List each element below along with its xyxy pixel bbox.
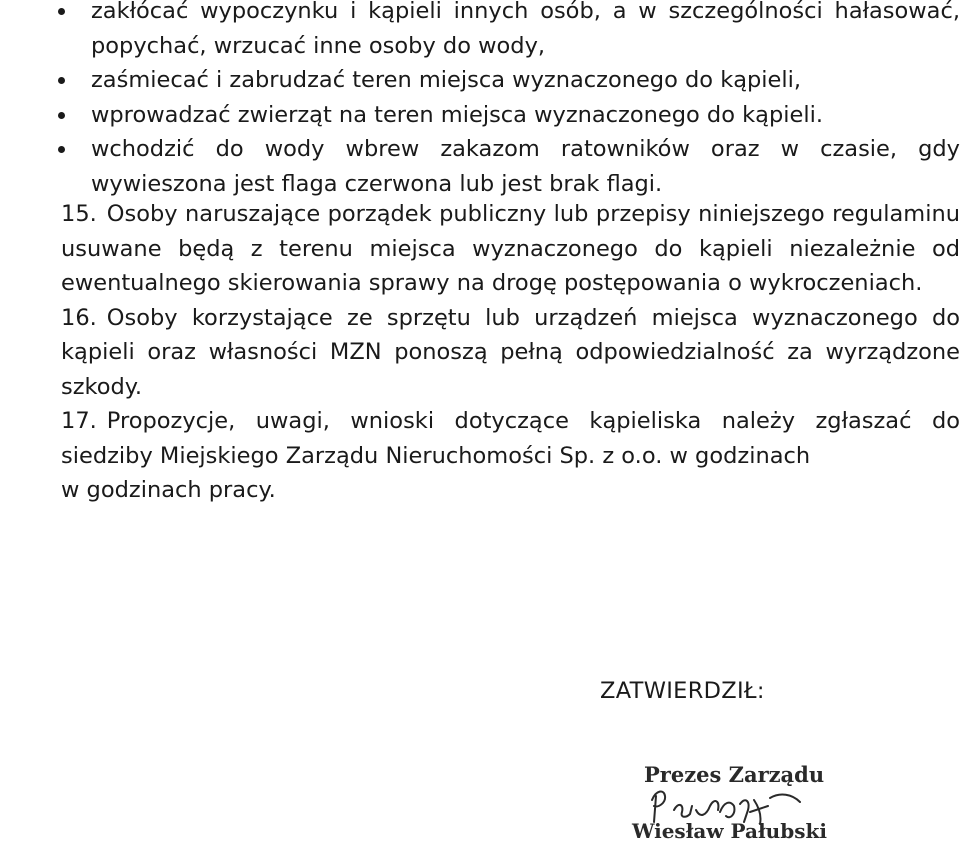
list-item-text: zakłócać wypoczynku i kąpieli innych osób, a w szczególności hałasować, popychać, wrzucać inne osoby do wody, — [91, 0, 960, 59]
stamp-title: Prezes Zarządu — [644, 762, 825, 787]
list-item — [58, 98, 960, 133]
point-number: 16. — [61, 304, 97, 331]
point-text: Osoby naruszające porządek publiczny lub przepisy niniejszego regulaminu usuwane będą z terenu miejsca wyznaczonego do kąpieli niezależnie od ewentualnego skierowania sprawy na drogę postępowania o wykroczeniach. — [61, 201, 960, 296]
bullet-icon — [58, 112, 65, 119]
point-text: Propozycje, uwagi, wnioski dotyczące kąpieliska należy zgłaszać do siedziby Miejskiego Zarządu Nieruchomości Sp. z o.o. w godzinach — [61, 408, 960, 469]
bullet-icon — [58, 146, 65, 153]
prohibitions-list — [58, 0, 960, 201]
list-item-text: zaśmiecać i zabrudzać teren miejsca wyznaczonego do kąpieli, — [91, 67, 802, 93]
point-text-continuation: w godzinach pracy. — [61, 477, 276, 503]
signature-stamp — [630, 756, 830, 844]
list-item-text: wchodzić do wody wbrew zakazom ratowników oraz w czasie, gdy wywieszona jest flaga czerwona lub jest brak flagi. — [91, 136, 960, 197]
list-item-text: wprowadzać zwierząt na teren miejsca wyznaczonego do kąpieli. — [91, 101, 823, 128]
regulation-point-17 — [61, 404, 960, 508]
regulation-points — [61, 197, 960, 508]
point-text: Osoby korzystające ze sprzętu lub urządzeń miejsca wyznaczonego do kąpieli oraz własności MZN ponoszą pełną odpowiedzialność za wyrządzone szkody. — [61, 304, 960, 400]
regulation-point-16 — [61, 301, 960, 405]
point-number: 17. — [61, 408, 97, 434]
bullet-icon — [58, 77, 65, 84]
list-item — [58, 0, 960, 63]
approval-label: ZATWIERDZIŁ: — [600, 678, 765, 704]
list-item — [58, 63, 960, 98]
point-number: 15. — [61, 201, 97, 227]
stamp-name: Wiesław Pałubski — [632, 819, 827, 843]
regulation-point-15 — [61, 197, 960, 301]
bullet-icon — [58, 8, 65, 15]
list-item — [58, 132, 960, 201]
